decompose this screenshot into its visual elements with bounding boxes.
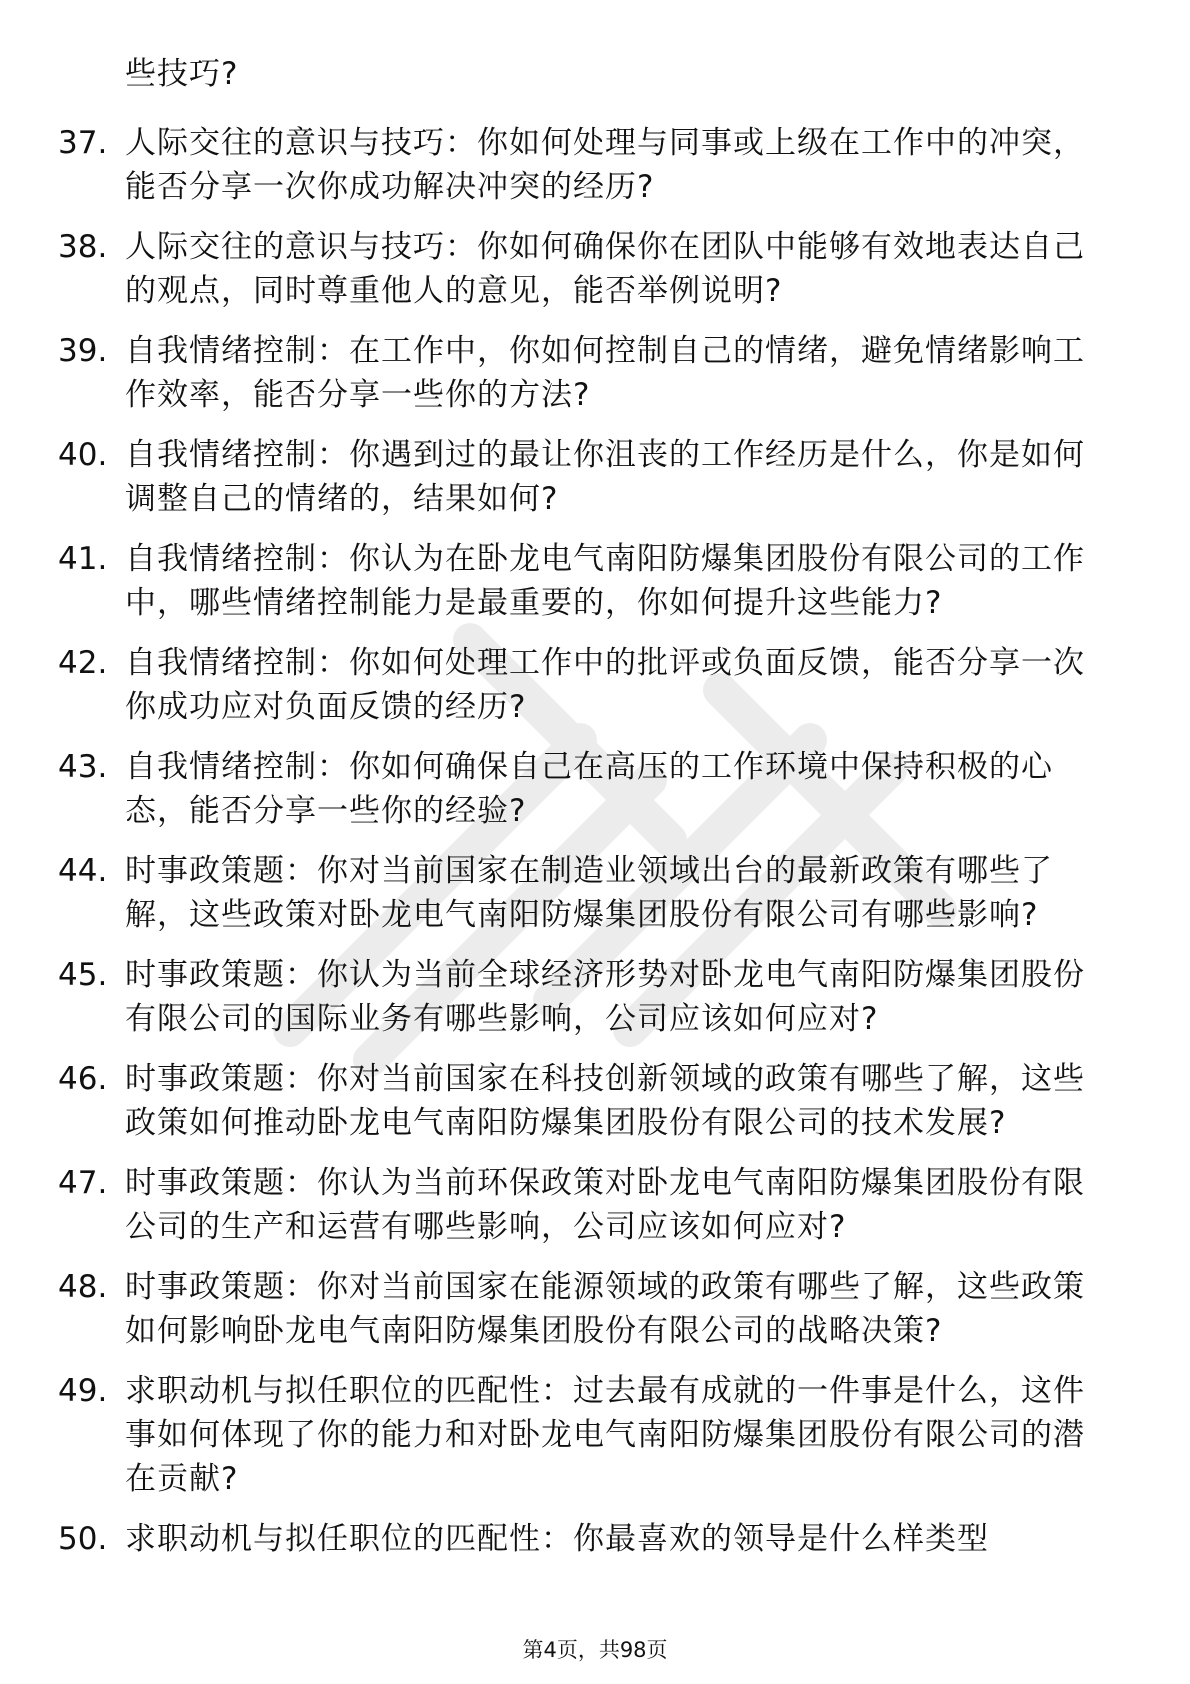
question-text: 自我情绪控制：你认为在卧龙电气南阳防爆集团股份有限公司的工作中，哪些情绪控制能力是最重要的，你如何提升这些能力? [125,541,1085,621]
list-item [0,1265,1190,1353]
question-text: 求职动机与拟任职位的匹配性：你最喜欢的领导是什么样类型 [125,1521,989,1557]
question-text: 时事政策题：你对当前国家在能源领域的政策有哪些了解，这些政策如何影响卧龙电气南阳防爆集团股份有限公司的战略决策? [125,1269,1085,1349]
question-text: 自我情绪控制：你遇到过的最让你沮丧的工作经历是什么，你是如何调整自己的情绪的，结果如何? [125,437,1085,517]
question-text: 时事政策题：你对当前国家在制造业领域出台的最新政策有哪些了解，这些政策对卧龙电气南阳防爆集团股份有限公司有哪些影响? [125,853,1053,933]
list-item [0,121,1190,209]
question-number: 47. [58,1165,108,1201]
question-number: 44. [58,853,108,889]
question-number: 50. [58,1521,108,1557]
list-item [0,641,1190,729]
list-item [0,1517,1190,1561]
question-text: 时事政策题：你认为当前全球经济形势对卧龙电气南阳防爆集团股份有限公司的国际业务有哪些影响，公司应该如何应对? [125,957,1085,1037]
list-item [0,537,1190,625]
list-item [0,329,1190,417]
question-number: 41. [58,541,108,577]
question-text: 求职动机与拟任职位的匹配性：过去最有成就的一件事是什么，这件事如何体现了你的能力和对卧龙电气南阳防爆集团股份有限公司的潜在贡献? [125,1373,1085,1497]
list-item [0,1369,1190,1501]
question-number: 43. [58,749,108,785]
question-number: 48. [58,1269,108,1305]
question-number: 46. [58,1061,108,1097]
question-text: 自我情绪控制：在工作中，你如何控制自己的情绪，避免情绪影响工作效率，能否分享一些你的方法? [125,333,1085,413]
list-item [0,849,1190,937]
page-number: 第4页，共98页 [522,1638,668,1662]
question-number: 38. [58,229,108,265]
question-text: 自我情绪控制：你如何处理工作中的批评或负面反馈，能否分享一次你成功应对负面反馈的经历? [125,645,1085,725]
question-number: 40. [58,437,108,473]
question-number: 39. [58,333,108,369]
question-number: 42. [58,645,108,681]
question-number: 37. [58,125,108,161]
question-list [0,121,1190,1577]
continued-text: 些技巧? [125,56,239,92]
list-item [0,1057,1190,1145]
question-text: 自我情绪控制：你如何确保自己在高压的工作环境中保持积极的心态，能否分享一些你的经验? [125,749,1053,829]
question-text: 人际交往的意识与技巧：你如何确保你在团队中能够有效地表达自己的观点，同时尊重他人的意见，能否举例说明? [125,229,1085,309]
question-text: 时事政策题：你认为当前环保政策对卧龙电气南阳防爆集团股份有限公司的生产和运营有哪些影响，公司应该如何应对? [125,1165,1085,1245]
list-item [0,745,1190,833]
question-number: 45. [58,957,108,993]
question-text: 时事政策题：你对当前国家在科技创新领域的政策有哪些了解，这些政策如何推动卧龙电气南阳防爆集团股份有限公司的技术发展? [125,1061,1085,1141]
question-number: 49. [58,1373,108,1409]
list-item [0,953,1190,1041]
list-item [0,1161,1190,1249]
list-item [0,433,1190,521]
list-item [0,225,1190,313]
question-text: 人际交往的意识与技巧：你如何处理与同事或上级在工作中的冲突，能否分享一次你成功解决冲突的经历? [125,125,1085,205]
